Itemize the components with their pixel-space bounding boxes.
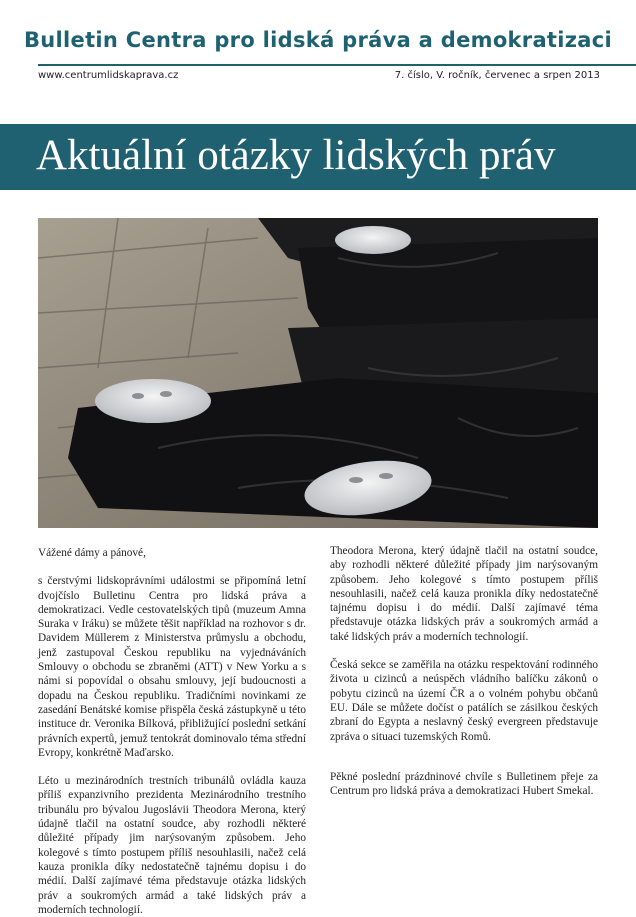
page-title: Aktuální otázky lidských práv: [36, 132, 556, 179]
paragraph-closing: Pěkné poslední prázdninové chvíle s Bulletinem přeje za Centrum pro lidská práva a demokratizaci Hubert Smekal.: [330, 770, 598, 798]
paragraph-tribunals: Léto u mezinárodních trestních tribunálů ovládla kauza příliš expanzivního prezidenta Mezinárodního trestního tribunálu pro bývalou Jugoslávii Theodora Merona, který údajně tlačil na ostatní soudce, aby rozhodli některé důležité případy jim narýsovaným způsobem. Jeho kolegové s tímto postupem příliš nesouhlasili, načež celá kauza pronikla díky nedostatečně tajnému dopisu i do médií. Další zajímavé téma představuje otázka lidských práv a soukromých armád a také lidských práv a moderních technologií.: [38, 775, 306, 916]
article-column-right: [330, 544, 598, 812]
paragraph-czech-section: Česká sekce se zaměřila na otázku respektování rodinného života u cizinců a neúspěch vládního balíčku zákonů o pobytu cizinců na území ČR a o volném pohybu občanů EU. Dále se můžete dočíst o patálích se zásilkou českých zbraní do Egypta a neslavný český evergreen představuje zpráva o situaci tuzemských Romů.: [330, 659, 598, 743]
protest-photo-illustration: [38, 218, 598, 528]
article-column-left: [38, 546, 306, 916]
salutation: Vážené dámy a pánové,: [38, 547, 146, 559]
header-rule: [38, 64, 636, 66]
paragraph-tribunals-continued: Theodora Merona, který údajně tlačil na ostatní soudce, aby rozhodli některé důležité případy jim narýsovaným způsobem. Jeho kolegové s tímto postupem příliš nesouhlasili, načež celá kauza pronikla díky nedostatečně tajnému dopisu i do médií. Další zajímavé téma představuje otázka lidských práv a soukromých armád a také lidských práv a moderních technologií.: [330, 545, 598, 643]
website-link[interactable]: www.centrumlidskaprava.cz: [38, 70, 179, 81]
bulletin-title: Bulletin Centra pro lidská práva a demokratizaci: [23, 28, 613, 52]
cover-photo: [38, 218, 598, 528]
paragraph-intro: s čerstvými lidskoprávními událostmi se připomíná letní dvojčíslo Bulletinu Centra pro lidská práva a demokratizaci. Vedle cestovatelských tipů (muzeum Amna Suraka v Iráku) se můžete těšit například na rozhovor s dr. Davidem Müllerem z Ministerstva průmyslu a obchodu, jenž zastupoval Českou republiku na vyjednáváních Smlouvy o obchodu se zbraněmi (ATT) v New Yorku a s námi si popovídal o obsahu smlouvy, její budoucnosti a dopadu na Českou republiku. Tradičními novinkami ze zasedání Benátské komise přispěla česká zástupkyně u této instituce dr. Veronika Bílková, přibližující poslední setkání právních expertů, jemuž tentokrát dominovalo téma střední Evropy, konkrétně Maďarsko.: [38, 575, 306, 759]
issue-info: 7. číslo, V. ročník, červenec a srpen 2013: [394, 70, 600, 81]
